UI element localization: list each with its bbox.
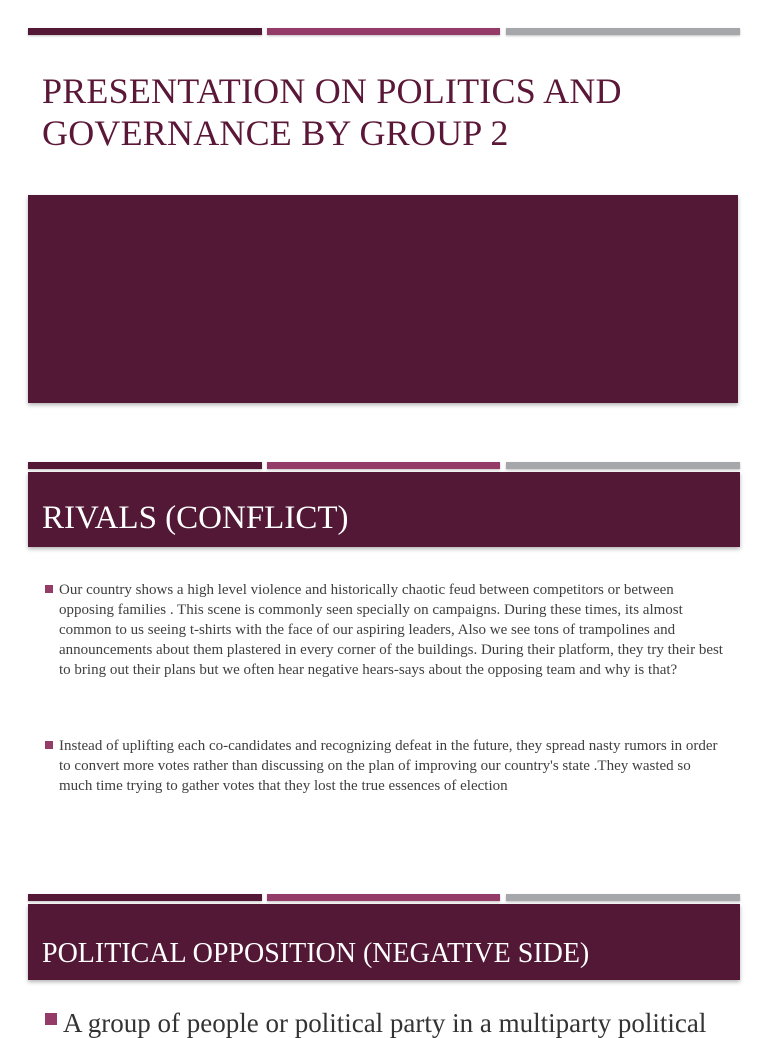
- slide2-bullet-1-text: Our country shows a high level violence and historically chaotic feud between competitors or between opposing families . This scene is commonly seen specially on campaigns. During these times, its almost common to us seeing t-shirts with the face of our aspiring leaders, Also we see tons of trampolines and announcements about them plastered in every corner of the buildings. During their platform, they try their best to bring out their plans but we often hear negative hears-says about the opposing team and why is that?: [59, 582, 723, 678]
- accent-bar-gray: [506, 28, 740, 35]
- slide3-header: [28, 904, 740, 980]
- slide2-accent-bars: [28, 462, 740, 469]
- slide1-title: [42, 70, 702, 154]
- accent-bar-gray: [506, 462, 740, 469]
- accent-bar-dark: [28, 28, 262, 35]
- slide3-accent-bars: [28, 894, 740, 901]
- slide2-title: RIVALS (CONFLICT): [42, 500, 349, 536]
- slide2-header: [28, 472, 740, 547]
- accent-bar-magenta: [267, 28, 500, 35]
- slide2-bullet-2-text: Instead of uplifting each co-candidates and recognizing defeat in the future, they spread nasty rumors in order to convert more votes rather than discussing on the plan of improving our country's state .They wasted so much time trying to gather votes that they lost the true essences of election: [59, 738, 718, 794]
- accent-bar-magenta: [267, 462, 500, 469]
- slide3-bullet-1-text: A group of people or political party in a multiparty political: [63, 1008, 707, 1038]
- bullet-square-icon: [45, 741, 53, 749]
- bullet-square-icon: [45, 585, 53, 593]
- slide1-title-line1: PRESENTATION ON POLITICS AND: [42, 71, 622, 111]
- accent-bar-dark: [28, 462, 262, 469]
- accent-bar-magenta: [267, 894, 500, 901]
- slide1-title-line2: GOVERNANCE BY GROUP 2: [42, 113, 509, 153]
- bullet-square-icon: [45, 1013, 57, 1025]
- accent-bar-gray: [506, 894, 740, 901]
- slide1-accent-bars: [28, 28, 740, 35]
- accent-bar-dark: [28, 894, 262, 901]
- slide3-title: POLITICAL OPPOSITION (NEGATIVE SIDE): [42, 938, 590, 969]
- slide1-content-box: [28, 195, 738, 403]
